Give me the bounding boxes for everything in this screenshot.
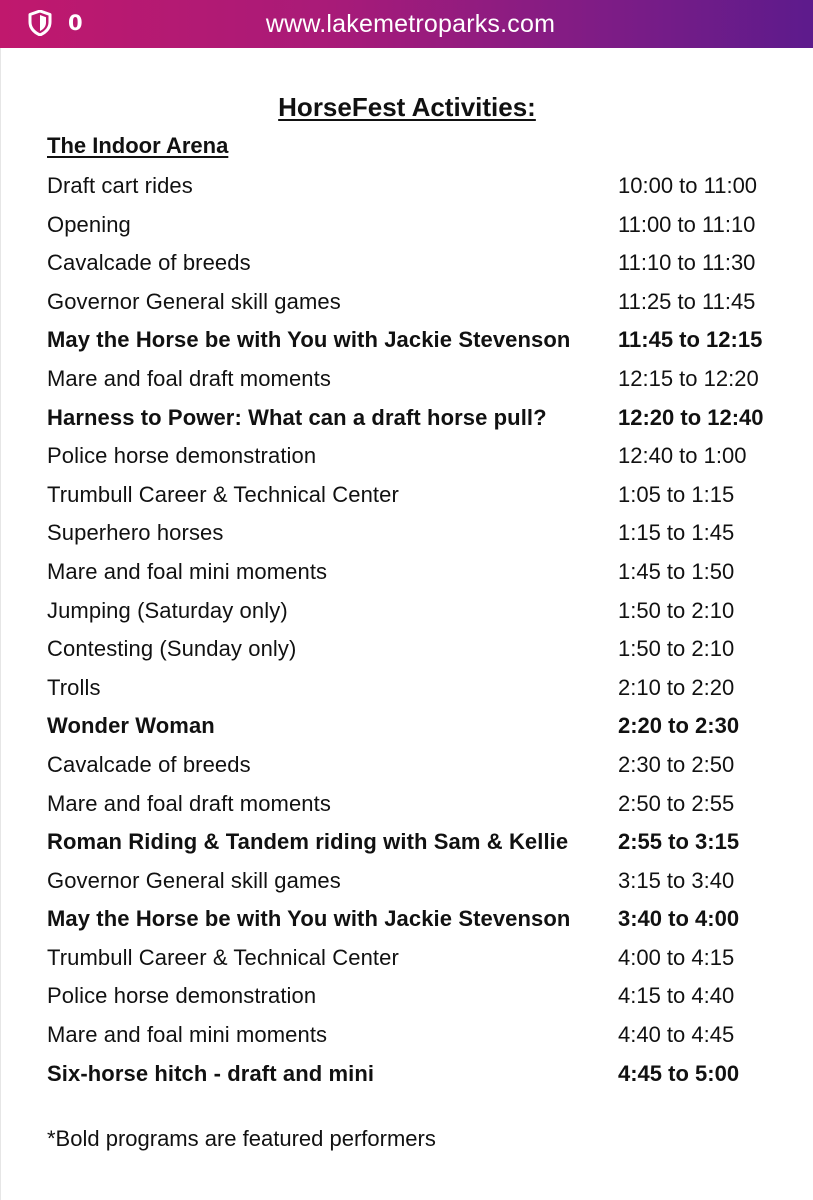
activity-name: May the Horse be with You with Jackie Stevenson [47, 327, 571, 353]
schedule-row [1, 593, 813, 632]
activity-name: Cavalcade of breeds [47, 250, 251, 276]
activity-time: 12:40 to 1:00 [618, 443, 747, 469]
schedule-row [1, 168, 813, 207]
activity-time: 1:50 to 2:10 [618, 636, 735, 662]
schedule-row [1, 1056, 813, 1095]
browser-address-bar [0, 0, 813, 48]
activity-time: 11:45 to 12:15 [618, 327, 763, 353]
activity-name: Opening [47, 211, 131, 237]
section-title: The Indoor Arena [47, 133, 229, 158]
footnote: *Bold programs are featured performers [47, 1126, 436, 1151]
activity-time: 2:10 to 2:20 [618, 674, 735, 700]
activity-time: 4:00 to 4:15 [618, 944, 735, 970]
schedule-row [1, 863, 813, 902]
activity-time: 2:55 to 3:15 [618, 829, 740, 855]
activity-time: 1:15 to 1:45 [618, 520, 735, 546]
schedule-row [1, 477, 813, 516]
activity-name: Trumbull Career & Technical Center [47, 944, 399, 970]
schedule-row [1, 515, 813, 554]
activity-time: 2:30 to 2:50 [618, 751, 735, 777]
schedule-row [1, 901, 813, 940]
activity-time: 11:25 to 11:45 [618, 288, 756, 314]
schedule-row [1, 1017, 813, 1056]
schedule-row [1, 207, 813, 246]
activity-name: Draft cart rides [47, 173, 193, 198]
tracker-count[interactable]: 0 [68, 11, 83, 35]
schedule-row [1, 554, 813, 593]
activity-name: Mare and foal mini moments [47, 558, 328, 584]
activity-time: 11:10 to 11:30 [618, 250, 756, 276]
schedule-row [1, 284, 813, 323]
activity-time: 4:40 to 4:45 [618, 1022, 735, 1048]
activity-name: Police horse demonstration [47, 443, 317, 469]
activity-name: Mare and foal mini moments [47, 1022, 328, 1048]
activity-name: Roman Riding & Tandem riding with Sam & Kellie [47, 829, 569, 855]
activity-time: 4:15 to 4:40 [618, 983, 735, 1009]
activity-name: Governor General skill games [47, 288, 341, 314]
activity-time: 1:05 to 1:15 [618, 481, 735, 507]
activity-time: 3:15 to 3:40 [618, 867, 735, 893]
activity-name: Six-horse hitch - draft and mini [47, 1060, 375, 1086]
activity-time: 12:15 to 12:20 [618, 365, 759, 391]
activity-time: 10:00 to 11:00 [618, 173, 758, 198]
schedule-row [1, 940, 813, 979]
schedule-row [1, 708, 813, 747]
activity-time: 2:50 to 2:55 [618, 790, 735, 816]
schedule-row [1, 400, 813, 439]
url-display[interactable]: www.lakemetroparks.com [265, 10, 556, 38]
activity-time: 2:20 to 2:30 [618, 713, 740, 739]
schedule-row [1, 322, 813, 361]
schedule-row [1, 631, 813, 670]
schedule-row [1, 747, 813, 786]
activity-time: 11:00 to 11:10 [618, 211, 756, 237]
activity-name: May the Horse be with You with Jackie Stevenson [47, 906, 571, 932]
schedule-row [1, 978, 813, 1017]
activity-time: 12:20 to 12:40 [618, 404, 764, 430]
activity-time: 1:45 to 1:50 [618, 558, 735, 584]
page-content [0, 48, 813, 1200]
activity-name: Mare and foal draft moments [47, 790, 331, 816]
activity-name: Superhero horses [47, 520, 224, 546]
activity-name: Jumping (Saturday only) [47, 597, 288, 623]
activity-name: Wonder Woman [47, 713, 215, 739]
activity-name: Trumbull Career & Technical Center [47, 481, 399, 507]
schedule-row [1, 361, 813, 400]
activity-time: 1:50 to 2:10 [618, 597, 735, 623]
activity-time: 3:40 to 4:00 [618, 906, 740, 932]
schedule-row [1, 824, 813, 863]
activity-name: Police horse demonstration [47, 983, 317, 1009]
schedule-row [1, 786, 813, 825]
page-title: HorseFest Activities: [278, 92, 536, 122]
activity-name: Governor General skill games [47, 867, 341, 893]
schedule-row [1, 245, 813, 284]
activity-name: Cavalcade of breeds [47, 751, 251, 777]
activity-name: Harness to Power: What can a draft horse pull? [47, 404, 547, 430]
schedule-list [1, 168, 813, 1094]
schedule-row [1, 670, 813, 709]
activity-name: Contesting (Sunday only) [47, 636, 297, 662]
schedule-row [1, 438, 813, 477]
activity-name: Trolls [47, 674, 101, 700]
activity-time: 4:45 to 5:00 [618, 1060, 740, 1086]
activity-name: Mare and foal draft moments [47, 365, 331, 391]
